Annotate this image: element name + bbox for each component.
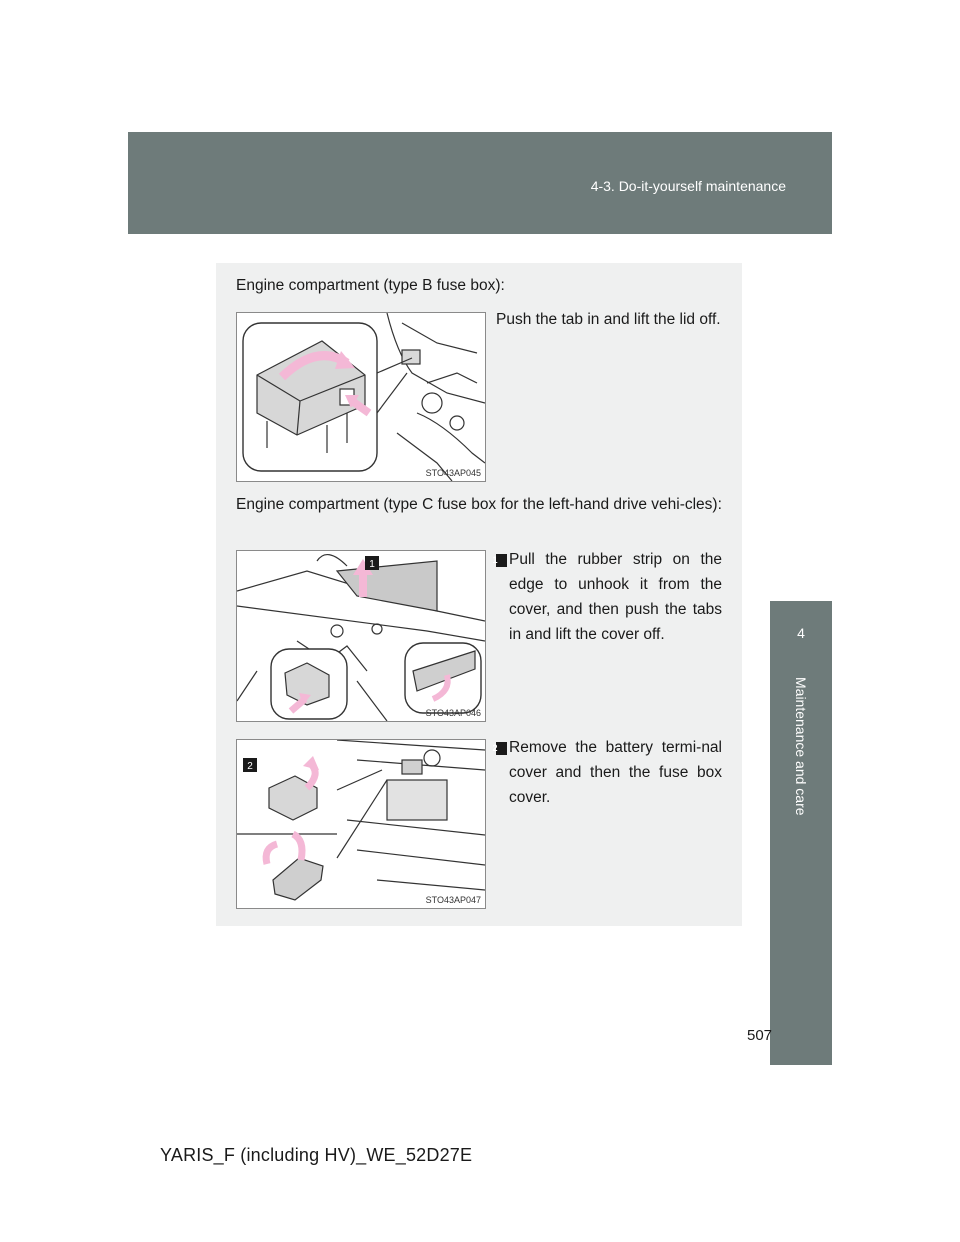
chapter-strip (770, 665, 832, 1065)
rubber-strip-illustration (237, 551, 485, 721)
header-band (128, 132, 832, 234)
chapter-number: 4 (797, 625, 805, 641)
fuse-box-lid-illustration (237, 313, 485, 481)
footer-document-id: YARIS_F (including HV)_WE_52D27E (160, 1145, 473, 1165)
section-heading-type-b: Engine compartment (type B fuse box): (236, 277, 505, 294)
step-1-text: Pull the rubber strip on the edge to unhook it from the cover, and then push the tabs in and lift the cover off. (509, 551, 722, 643)
section-heading-type-c: Engine compartment (type C fuse box for the left-hand drive vehi-cles): (236, 496, 722, 513)
step-2-text: Remove the battery termi-nal cover and then the fuse box cover. (509, 739, 722, 806)
section-title: 4-3. Do-it-yourself maintenance (590, 178, 786, 194)
step-number-badge: 1 (496, 554, 507, 567)
content-panel (216, 263, 742, 926)
page-number: 507 (747, 1027, 773, 1044)
step-1 (492, 547, 722, 647)
terminal-cover-illustration (237, 740, 485, 908)
chapter-tab[interactable] (770, 601, 832, 665)
figure-code: STO43AP045 (425, 468, 481, 478)
figure-code: STO43AP046 (425, 708, 481, 718)
step-number-badge: 2 (496, 742, 507, 755)
instruction-type-b: Push the tab in and lift the lid off. (496, 311, 721, 328)
figure-type-b-fuse-box (236, 312, 486, 482)
figure-step-2 (236, 739, 486, 909)
chapter-title: Maintenance and care (793, 677, 809, 816)
callout-1: 1 (369, 559, 375, 570)
figure-step-1 (236, 550, 486, 722)
step-2 (492, 735, 722, 810)
figure-code: STO43AP047 (425, 895, 481, 905)
callout-2: 2 (247, 761, 253, 772)
